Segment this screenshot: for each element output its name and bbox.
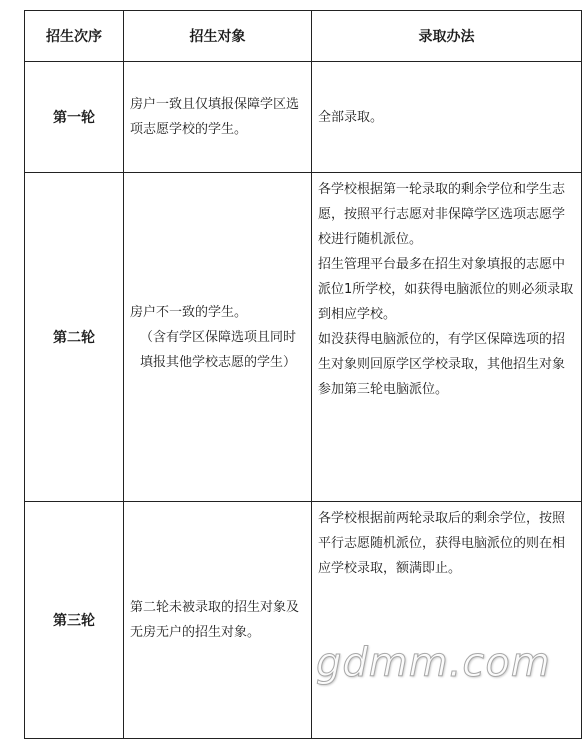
- header-admission-method: 录取办法: [312, 11, 582, 62]
- method-cell: [312, 502, 582, 739]
- target-note: （含有学区保障选项且同时填报其他学校志愿的学生）: [140, 329, 297, 370]
- header-admission-order: 招生次序: [25, 11, 124, 62]
- table-row: [25, 173, 582, 502]
- target-text: 房户不一致的学生。: [130, 304, 248, 320]
- method-text: 全部录取。: [318, 109, 384, 125]
- method-cell: [312, 173, 582, 502]
- target-text: 房户一致且仅填报保障学区选项志愿学校的学生。: [130, 97, 300, 137]
- table-row: [25, 62, 582, 173]
- watermark-logo: gdmm.com: [316, 640, 551, 686]
- method-text: 如没获得电脑派位的，有学区保障选项的招生对象则回原学区学校录取，其他招生对象参加第三轮电脑派位。: [318, 332, 566, 397]
- target-cell: [124, 173, 312, 502]
- method-text: 各学校根据前两轮录取后的剩余学位，按照平行志愿随机派位，获得电脑派位的则在相应学校录取，额满即止。: [318, 511, 566, 576]
- method-text: 各学校根据第一轮录取的剩余学位和学生志愿，按照平行志愿对非保障学区选项志愿学校进行随机派位。: [318, 182, 566, 247]
- table-header-row: [25, 11, 582, 62]
- target-cell: [124, 502, 312, 739]
- round-label: 第三轮: [25, 502, 124, 739]
- header-admission-target: 招生对象: [124, 11, 312, 62]
- method-text: 招生管理平台最多在招生对象填报的志愿中派位1所学校，如获得电脑派位的则必须录取到相应学校。: [318, 257, 574, 322]
- target-text: 第二轮未被录取的招生对象及无房无户的招生对象。: [130, 600, 300, 640]
- target-cell: [124, 62, 312, 173]
- method-cell: [312, 62, 582, 173]
- round-label: 第一轮: [25, 62, 124, 173]
- round-label: 第二轮: [25, 173, 124, 502]
- table-row: [25, 502, 582, 739]
- admission-table: [24, 10, 582, 739]
